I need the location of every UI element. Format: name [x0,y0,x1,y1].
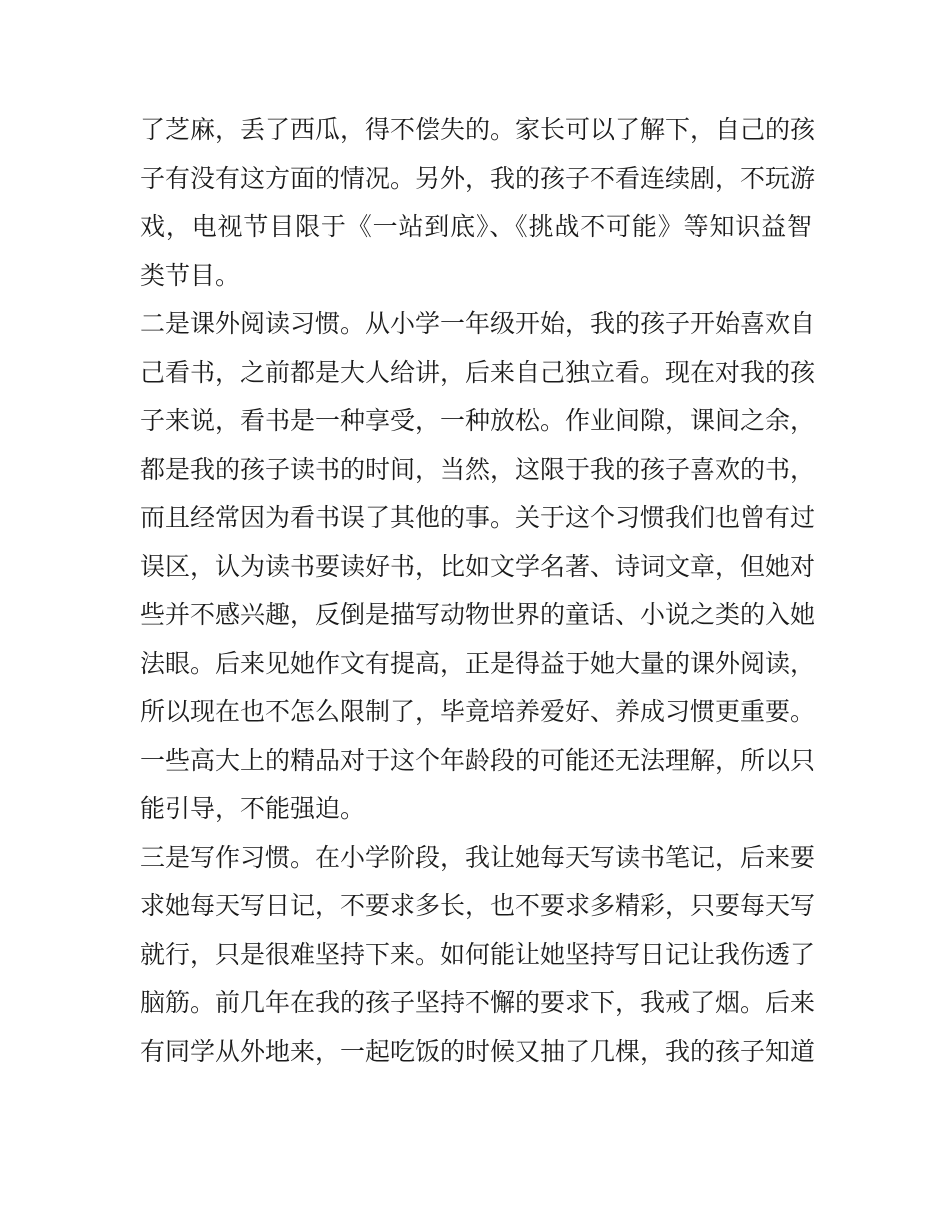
text-line: 己看书，之前都是大人给讲，后来自己独立看。现在对我的孩 [140,357,816,387]
text-line: 有同学从外地来，一起吃饭的时候又抽了几棵，我的孩子知道 [140,1036,816,1066]
text-line: 子来说，看书是一种享受，一种放松。作业间隙，课间之余， [140,406,816,435]
text-line: 一些高大上的精品对于这个年龄段的可能还无法理解，所以只 [140,745,816,775]
text-line: 求她每天写日记，不要求多长，也不要求多精彩，只要每天写 [140,891,816,920]
text-line: 所以现在也不怎么限制了，毕竟培养爱好、养成习惯更重要。 [140,697,816,726]
paragraph-1 [140,106,816,300]
text-line: 都是我的孩子读书的时间，当然，这限于我的孩子喜欢的书， [140,454,816,484]
text-line: 而且经常因为看书误了其他的事。关于这个习惯我们也曾有过 [140,503,816,532]
text-line: 了芝麻，丢了西瓜，得不偿失的。家长可以了解下，自己的孩 [140,115,816,144]
text-line: 类节目。 [140,260,241,290]
text-line: 三是写作习惯。在小学阶段，我让她每天写读书笔记，后来要 [140,842,816,872]
body-text [140,106,816,1076]
text-line: 些并不感兴趣，反倒是描写动物世界的童话、小说之类的入她 [140,600,816,629]
text-line: 二是课外阅读习惯。从小学一年级开始，我的孩子开始喜欢自 [140,309,816,338]
text-line: 戏，电视节目限于《一站到底》、《挑战不可能》等知识益智 [140,212,812,241]
text-line: 子有没有这方面的情况。另外，我的孩子不看连续剧，不玩游 [140,163,816,193]
text-line: 法眼。后来见她作文有提高，正是得益于她大量的课外阅读， [140,648,816,678]
text-line: 误区，认为读书要读好书，比如文学名著、诗词文章，但她对 [140,551,816,581]
paragraph-2 [140,300,816,834]
text-line: 能引导，不能强迫。 [140,794,366,823]
paragraph-3 [140,834,816,1077]
text-line: 脑筋。前几年在我的孩子坚持不懈的要求下，我戒了烟。后来 [140,988,816,1017]
text-line: 就行，只是很难坚持下来。如何能让她坚持写日记让我伤透了 [140,939,816,969]
